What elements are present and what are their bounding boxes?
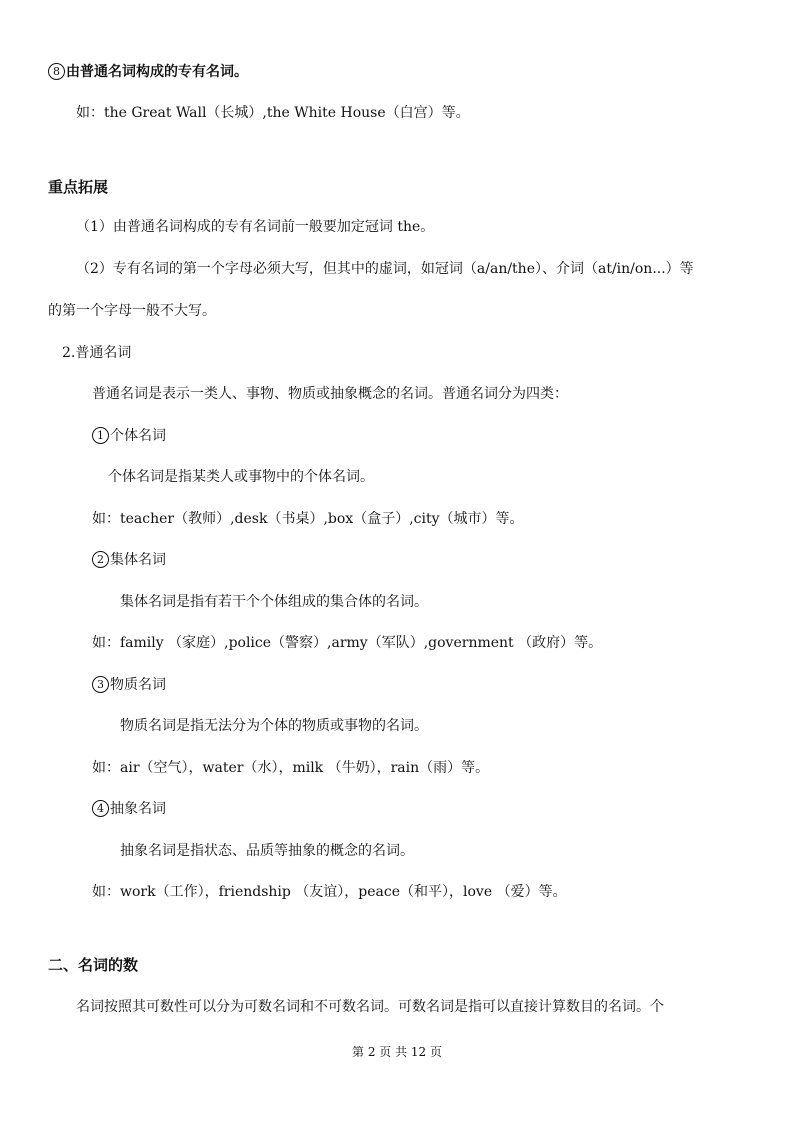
category-heading — [92, 799, 166, 819]
category-label: 集体名词 — [110, 552, 166, 568]
example-line: 如：work（工作），friendship （友谊），peace（和平），love （爱）等。 — [92, 884, 567, 900]
section-heading-noun-number: 二、名词的数 — [48, 956, 139, 974]
circled-number: 8 — [48, 63, 65, 80]
paragraph-line: 名词按照其可数性可以分为可数名词和不可数名词。可数名词是指可以直接计算数目的名词。个 — [76, 999, 664, 1015]
example-line: 如：teacher（教师）,desk（书桌）,box（盒子）,city（城市）等。 — [92, 511, 524, 527]
paragraph-line: 的第一个字母一般不大写。 — [48, 303, 216, 319]
paragraph-line: （2）专有名词的第一个字母必须大写，但其中的虚词，如冠词（a/an/the）、介词（at/in/on...）等 — [76, 261, 694, 277]
example-line: 如：family （家庭）,police（警察）,army（军队）,government （政府）等。 — [92, 635, 603, 651]
page-footer: 第 2 页 共 12 页 — [352, 1045, 442, 1059]
category-label: 物质名词 — [110, 677, 166, 693]
circled-number: 4 — [92, 800, 109, 817]
definition-line: 抽象名词是指状态、品质等抽象的概念的名词。 — [120, 843, 414, 859]
example-line: 如：the Great Wall（长城）,the White House（白宫）等。 — [76, 105, 470, 121]
item-8-text: 由普通名词构成的专有名词。 — [66, 64, 248, 80]
circled-number: 2 — [92, 551, 109, 568]
circled-number: 3 — [92, 676, 109, 693]
definition-line: 物质名词是指无法分为个体的物质或事物的名词。 — [120, 718, 428, 734]
definition-line: 集体名词是指有若干个个体组成的集合体的名词。 — [120, 594, 428, 610]
circled-number: 1 — [92, 427, 109, 444]
paragraph-line: 普通名词是表示一类人、事物、物质或抽象概念的名词。普通名词分为四类： — [92, 386, 568, 402]
category-label: 抽象名词 — [110, 801, 166, 817]
section-heading-key-points: 重点拓展 — [48, 178, 109, 196]
category-heading — [92, 426, 166, 446]
definition-line: 个体名词是指某类人或事物中的个体名词。 — [108, 469, 374, 485]
example-line: 如：air（空气），water（水），milk （牛奶），rain（雨）等。 — [92, 760, 490, 776]
item-8-heading — [48, 62, 248, 82]
paragraph-line: （1）由普通名词构成的专有名词前一般要加定冠词 the。 — [76, 219, 435, 235]
category-heading — [92, 550, 166, 570]
subsection-heading: 2.普通名词 — [62, 345, 132, 361]
category-label: 个体名词 — [110, 428, 166, 444]
category-heading — [92, 675, 166, 695]
